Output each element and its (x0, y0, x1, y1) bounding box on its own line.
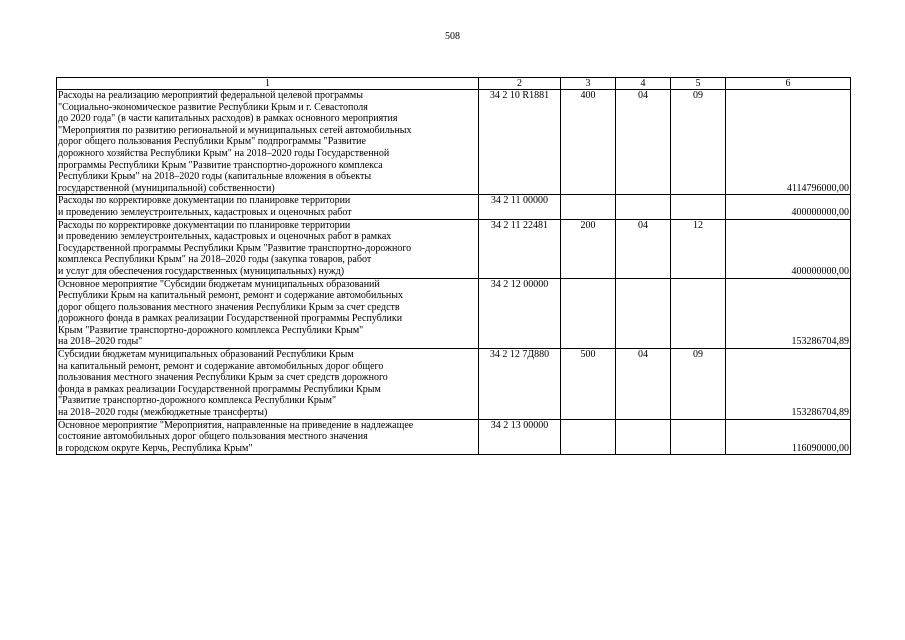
row-amount: 153286704,89 (726, 349, 851, 420)
row-description (57, 349, 479, 420)
table-header-row (57, 78, 851, 90)
row-target-article: 34 2 11 00000 (479, 195, 561, 219)
description-line: дорог общего пользования местного значения Республики Крым за счет средств (58, 301, 400, 313)
row-expense-type: 400 (561, 90, 616, 195)
row-amount: 400000000,00 (726, 195, 851, 219)
row-expense-type (561, 419, 616, 455)
description-line: на 2018–2020 годы (межбюджетные трансферты) (58, 407, 268, 419)
header-cell-5: 5 (671, 78, 726, 90)
description-line: "Социально-экономическое развитие Республики Крым и г. Севастополя (58, 101, 368, 113)
description-line: "Развитие транспортно-дорожного комплекса Республики Крым" (58, 395, 337, 407)
description-line: на капитальный ремонт, ремонт и содержание автомобильных дорог общего (58, 360, 384, 372)
header-cell-2: 2 (479, 78, 561, 90)
description-line: и проведению землеустроительных, кадастровых и оценочных работ (58, 206, 352, 218)
row-amount: 400000000,00 (726, 219, 851, 278)
row-section: 04 (616, 90, 671, 195)
row-target-article: 34 2 12 00000 (479, 278, 561, 349)
header-cell-1: 1 (57, 78, 479, 90)
table-row (57, 219, 851, 278)
description-line: программы Республики Крым "Развитие транспортно-дорожного комплекса (58, 159, 383, 171)
description-line: фонда в рамках реализации Государственной программы Республики Крым (58, 383, 381, 395)
description-line: "Мероприятия по развитию региональной и муниципальных сетей автомобильных (58, 124, 412, 136)
header-cell-4: 4 (616, 78, 671, 90)
description-line: Субсидии бюджетам муниципальных образований Республики Крым (58, 349, 354, 361)
description-line: Республики Крым" на 2018–2020 годы (капитальные вложения в объекты (58, 171, 372, 183)
row-expense-type: 200 (561, 219, 616, 278)
description-line: государственной (муниципальной) собственности) (58, 182, 275, 194)
row-subsection (671, 419, 726, 455)
table-row (57, 349, 851, 420)
description-line: состояние автомобильных дорог общего пользования местного значения (58, 431, 368, 443)
row-description (57, 195, 479, 219)
row-description (57, 419, 479, 455)
description-line: комплекса Республики Крым" на 2018–2020 годы (закупка товаров, работ (58, 254, 372, 266)
row-target-article: 34 2 11 22481 (479, 219, 561, 278)
table-row (57, 278, 851, 349)
row-section (616, 419, 671, 455)
description-line: Государственной программы Республики Крым "Развитие транспортно-дорожного (58, 242, 412, 254)
description-line: Основное мероприятие "Мероприятия, направленные на приведение в надлежащее (58, 419, 414, 431)
row-expense-type: 500 (561, 349, 616, 420)
row-target-article: 34 2 10 R1881 (479, 90, 561, 195)
description-line: Расходы по корректировке документации по планировке территории (58, 195, 351, 207)
description-line: Основное мероприятие "Субсидии бюджетам муниципальных образований (58, 278, 380, 290)
table-row (57, 419, 851, 455)
row-description (57, 219, 479, 278)
description-line: пользования местного значения Республики Крым за счет средств дорожного (58, 372, 388, 384)
description-line: Расходы на реализацию мероприятий федеральной целевой программы (58, 90, 363, 101)
description-line: на 2018–2020 годы" (58, 336, 143, 348)
description-line: дорожного хозяйства Республики Крым" на 2018–2020 годы Государственной (58, 147, 390, 159)
budget-table (56, 77, 851, 455)
description-line: в городском округе Керчь, Республика Крым" (58, 442, 253, 454)
row-target-article: 34 2 13 00000 (479, 419, 561, 455)
row-expense-type (561, 278, 616, 349)
description-line: и услуг для обеспечения государственных (муниципальных) нужд) (58, 265, 345, 277)
row-subsection (671, 278, 726, 349)
row-amount: 116090000,00 (726, 419, 851, 455)
row-amount: 153286704,89 (726, 278, 851, 349)
row-subsection: 09 (671, 90, 726, 195)
description-line: до 2020 года" (в части капитальных расходов) в рамках основного мероприятия (58, 113, 398, 125)
row-amount: 4114796000,00 (726, 90, 851, 195)
row-target-article: 34 2 12 7Д880 (479, 349, 561, 420)
description-line: Республики Крым на капитальный ремонт, ремонт и содержание автомобильных (58, 290, 403, 302)
description-line: и проведению землеустроительных, кадастровых и оценочных работ в рамках (58, 231, 392, 243)
row-section (616, 195, 671, 219)
row-description (57, 278, 479, 349)
row-subsection (671, 195, 726, 219)
row-subsection: 09 (671, 349, 726, 420)
header-cell-6: 6 (726, 78, 851, 90)
header-cell-3: 3 (561, 78, 616, 90)
table-row (57, 195, 851, 219)
row-section (616, 278, 671, 349)
row-subsection: 12 (671, 219, 726, 278)
row-description (57, 90, 479, 195)
description-line: дорожного фонда в рамках реализации Государственной программы Республики (58, 313, 403, 325)
table-row (57, 90, 851, 195)
row-section: 04 (616, 349, 671, 420)
description-line: Крым "Развитие транспортно-дорожного комплекса Республики Крым" (58, 324, 364, 336)
row-expense-type (561, 195, 616, 219)
page-number: 508 (445, 31, 460, 42)
description-line: дорог общего пользования Республики Крым" подпрограммы "Развитие (58, 136, 366, 148)
description-line: Расходы по корректировке документации по планировке территории (58, 219, 351, 231)
row-section: 04 (616, 219, 671, 278)
